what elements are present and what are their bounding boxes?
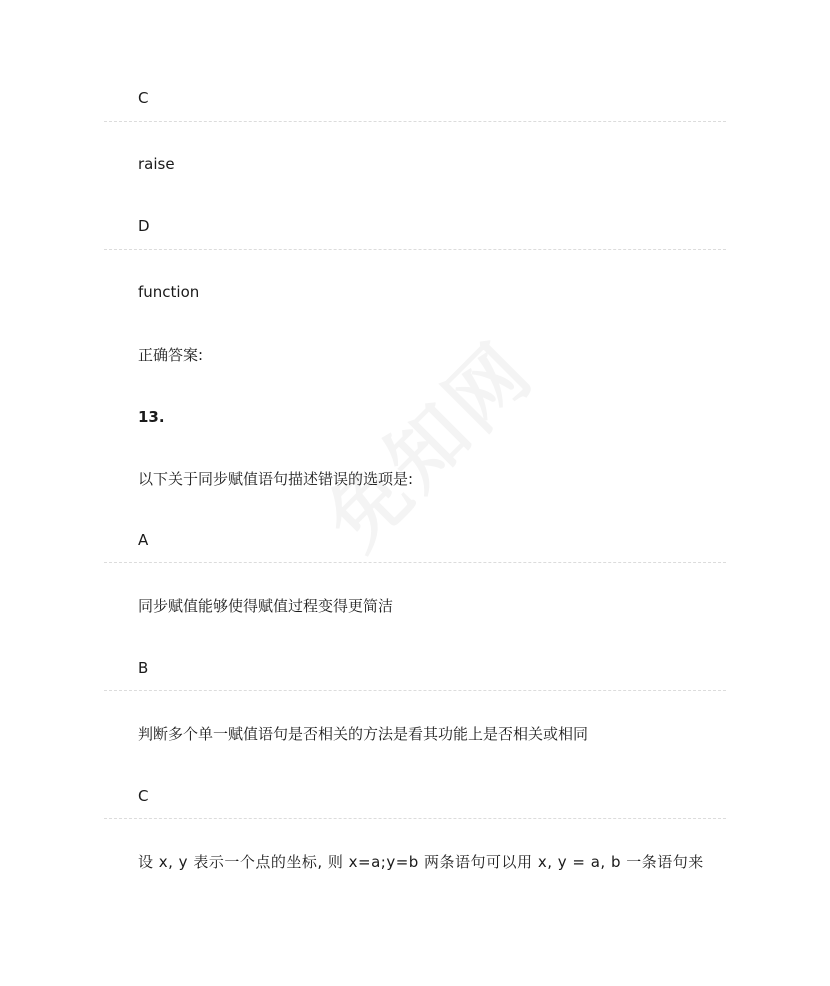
option-b-label: B <box>138 659 149 677</box>
option-c-text: 设 x, y 表示一个点的坐标, 则 x=a;y=b 两条语句可以用 x, y = a, b 一条语句来 <box>138 853 704 871</box>
question-stem: 以下关于同步赋值语句描述错误的选项是: <box>138 470 414 488</box>
divider <box>104 249 726 250</box>
option-c-label: C <box>138 89 149 107</box>
answer-label: 正确答案: <box>138 346 204 364</box>
option-a-text: 同步赋值能够使得赋值过程变得更简洁 <box>138 597 394 615</box>
option-a-label: A <box>138 531 149 549</box>
question-number: 13. <box>138 408 165 426</box>
option-c-text: raise <box>138 155 175 173</box>
option-c-label: C <box>138 787 149 805</box>
divider <box>104 562 726 563</box>
divider <box>104 818 726 819</box>
watermark <box>297 312 554 569</box>
divider <box>104 690 726 691</box>
option-d-label: D <box>138 217 150 235</box>
option-d-text: function <box>138 283 200 301</box>
divider <box>104 121 726 122</box>
option-b-text: 判断多个单一赋值语句是否相关的方法是看其功能上是否相关或相同 <box>138 725 589 743</box>
